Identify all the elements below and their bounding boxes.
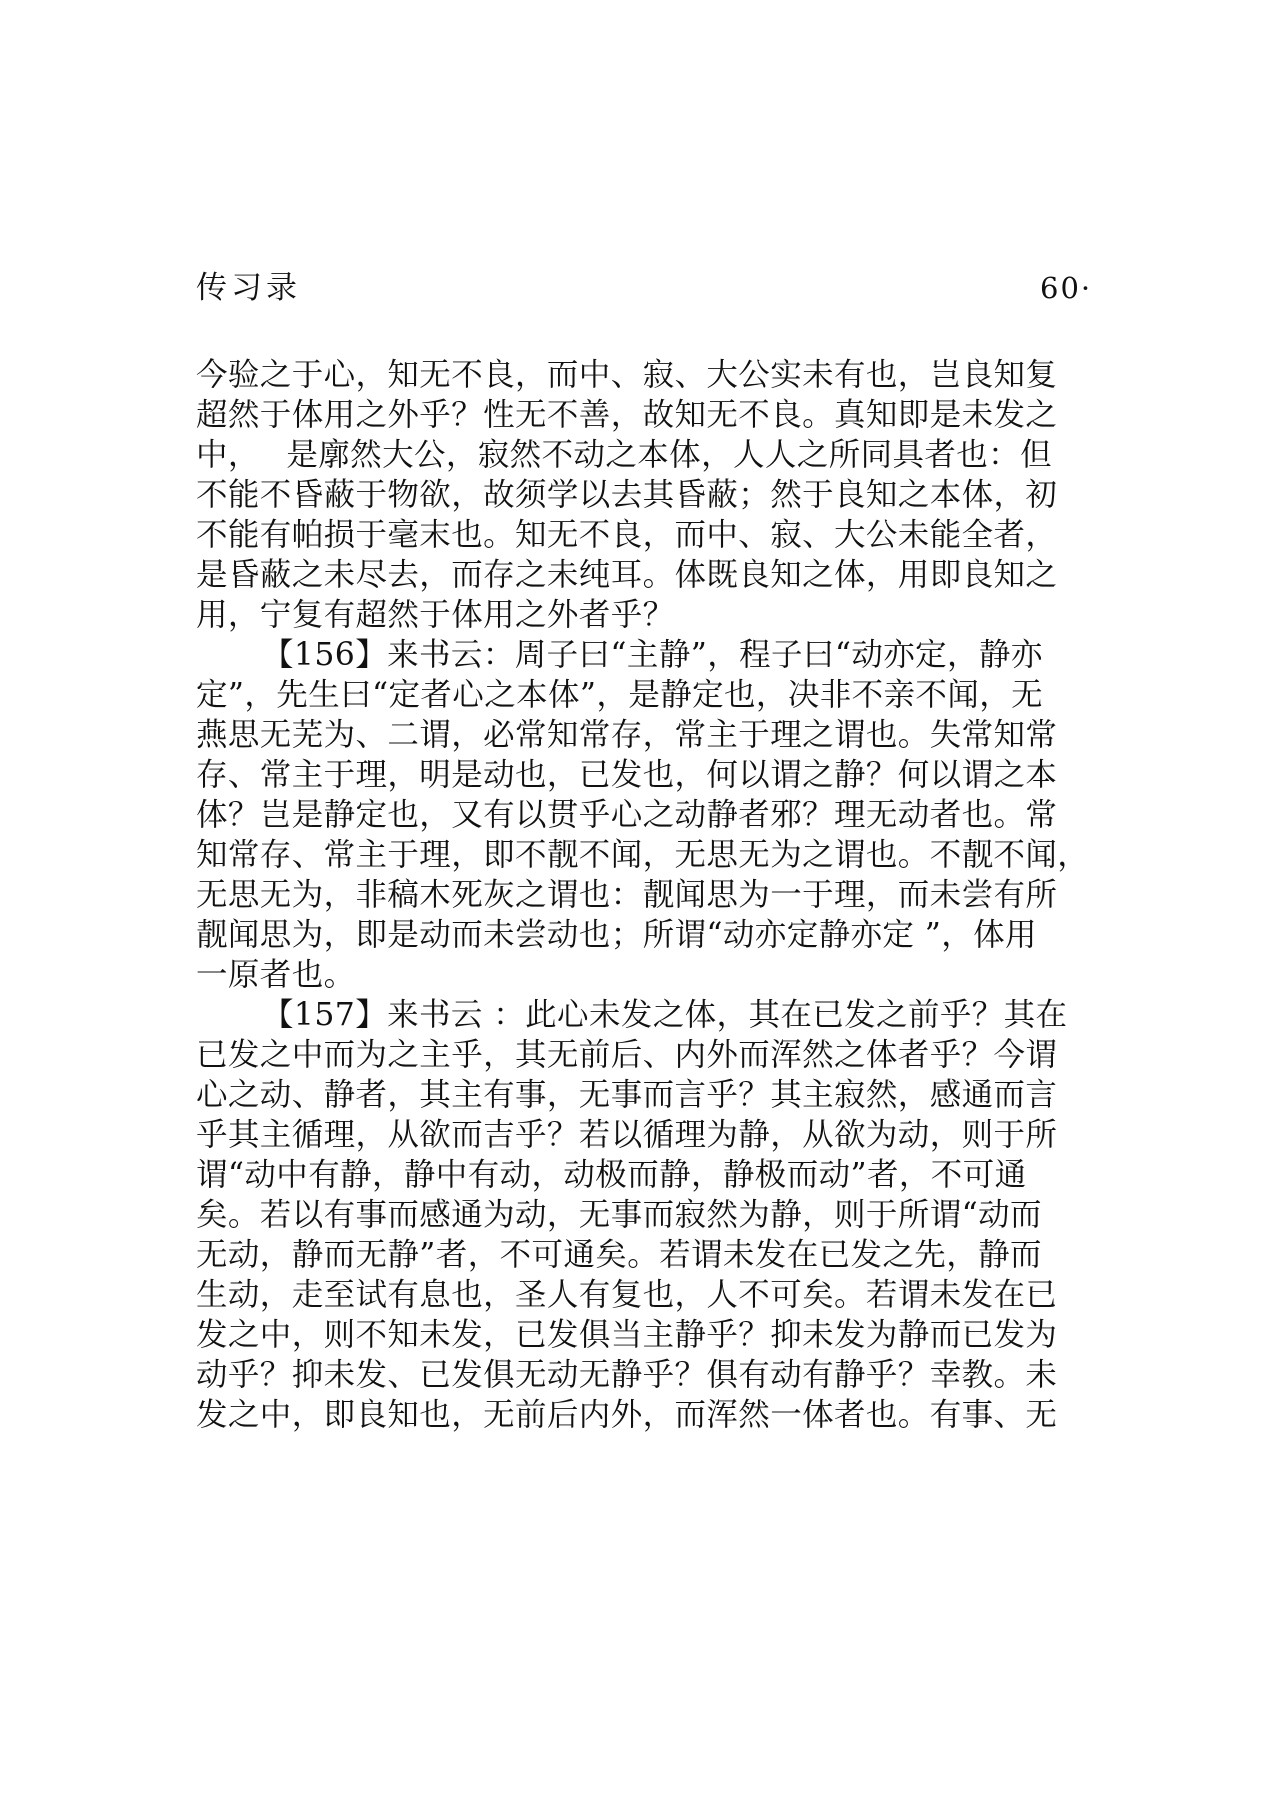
text-line: 生动，走至试有息也，圣人有复也，人不可矣。若谓未发在已 — [196, 1277, 1058, 1313]
body-text — [196, 355, 1096, 1435]
text-line: 燕思无芜为、二谓，必常知常存，常主于理之谓也。失常知常 — [196, 717, 1058, 753]
text-line: 矣。若以有事而感通为动，无事而寂然为静，则于所谓“动而 — [196, 1197, 1042, 1233]
text-line: 是昏蔽之未尽去，而存之未纯耳。体既良知之体，用即良知之 — [196, 557, 1058, 593]
text-line: 无思无为，非稿木死灰之谓也：靓闻思为一于理，而未尝有所 — [196, 877, 1058, 913]
text-line: 中， 是廓然大公，寂然不动之本体，人人之所同具者也：但 — [196, 437, 1052, 473]
text-line: 发之中，即良知也，无前后内外，而浑然一体者也。有事、无 — [196, 1397, 1058, 1433]
text-line: 不能有帕损于毫末也。知无不良，而中、寂、大公未能全者， — [196, 517, 1058, 553]
text-line: 超然于体用之外乎？性无不善，故知无不良。真知即是未发之 — [196, 397, 1058, 433]
paragraph-157-start: 【157】来书云 ：此心未发之体，其在已发之前乎？其在 — [262, 997, 1068, 1033]
text-line: 不能不昏蔽于物欲，故须学以去其昏蔽；然于良知之本体，初 — [196, 477, 1058, 513]
text-line: 乎其主循理，从欲而吉乎？若以循理为静，从欲为动，则于所 — [196, 1117, 1058, 1153]
text-line: 知常存、常主于理，即不靓不闻，无思无为之谓也。不靓不闻， — [196, 837, 1090, 873]
text-line: 发之中，则不知未发，已发俱当主静乎？抑未发为静而已发为 — [196, 1317, 1058, 1353]
text-line: 心之动、静者，其主有事，无事而言乎？其主寂然，感通而言 — [196, 1077, 1058, 1113]
text-line: 用，宁复有超然于体用之外者乎？ — [196, 597, 675, 633]
running-header-title: 传习录 — [196, 270, 301, 306]
text-line: 无动，静而无静”者，不可通矣。若谓未发在已发之先，静而 — [196, 1237, 1042, 1273]
text-line: 动乎？抑未发、已发俱无动无静乎？俱有动有静乎？幸教。未 — [196, 1357, 1058, 1393]
text-line: 体？岂是静定也，又有以贯乎心之动静者邪？理无动者也。常 — [196, 797, 1058, 833]
paragraph-156-start: 【156】来书云：周子曰“主静”，程子曰“动亦定，静亦 — [262, 637, 1043, 673]
text-line: 今验之于心，知无不良，而中、寂、大公实未有也，岂良知复 — [196, 357, 1058, 393]
text-line: 靓闻思为，即是动而未尝动也；所谓“动亦定静亦定 ”，体用 — [196, 917, 1037, 953]
text-line: 存、常主于理，明是动也，已发也，何以谓之静？何以谓之本 — [196, 757, 1058, 793]
text-line: 定”，先生曰“定者心之本体”，是静定也，决非不亲不闻，无 — [196, 677, 1044, 713]
text-line: 谓“动中有静，静中有动，动极而静，静极而动”者，不可通 — [196, 1157, 1027, 1193]
text-line: 已发之中而为之主乎，其无前后、内外而浑然之体者乎？今谓 — [196, 1037, 1058, 1073]
text-line: 一原者也。 — [196, 957, 356, 993]
page-number: 60· — [1040, 271, 1093, 305]
